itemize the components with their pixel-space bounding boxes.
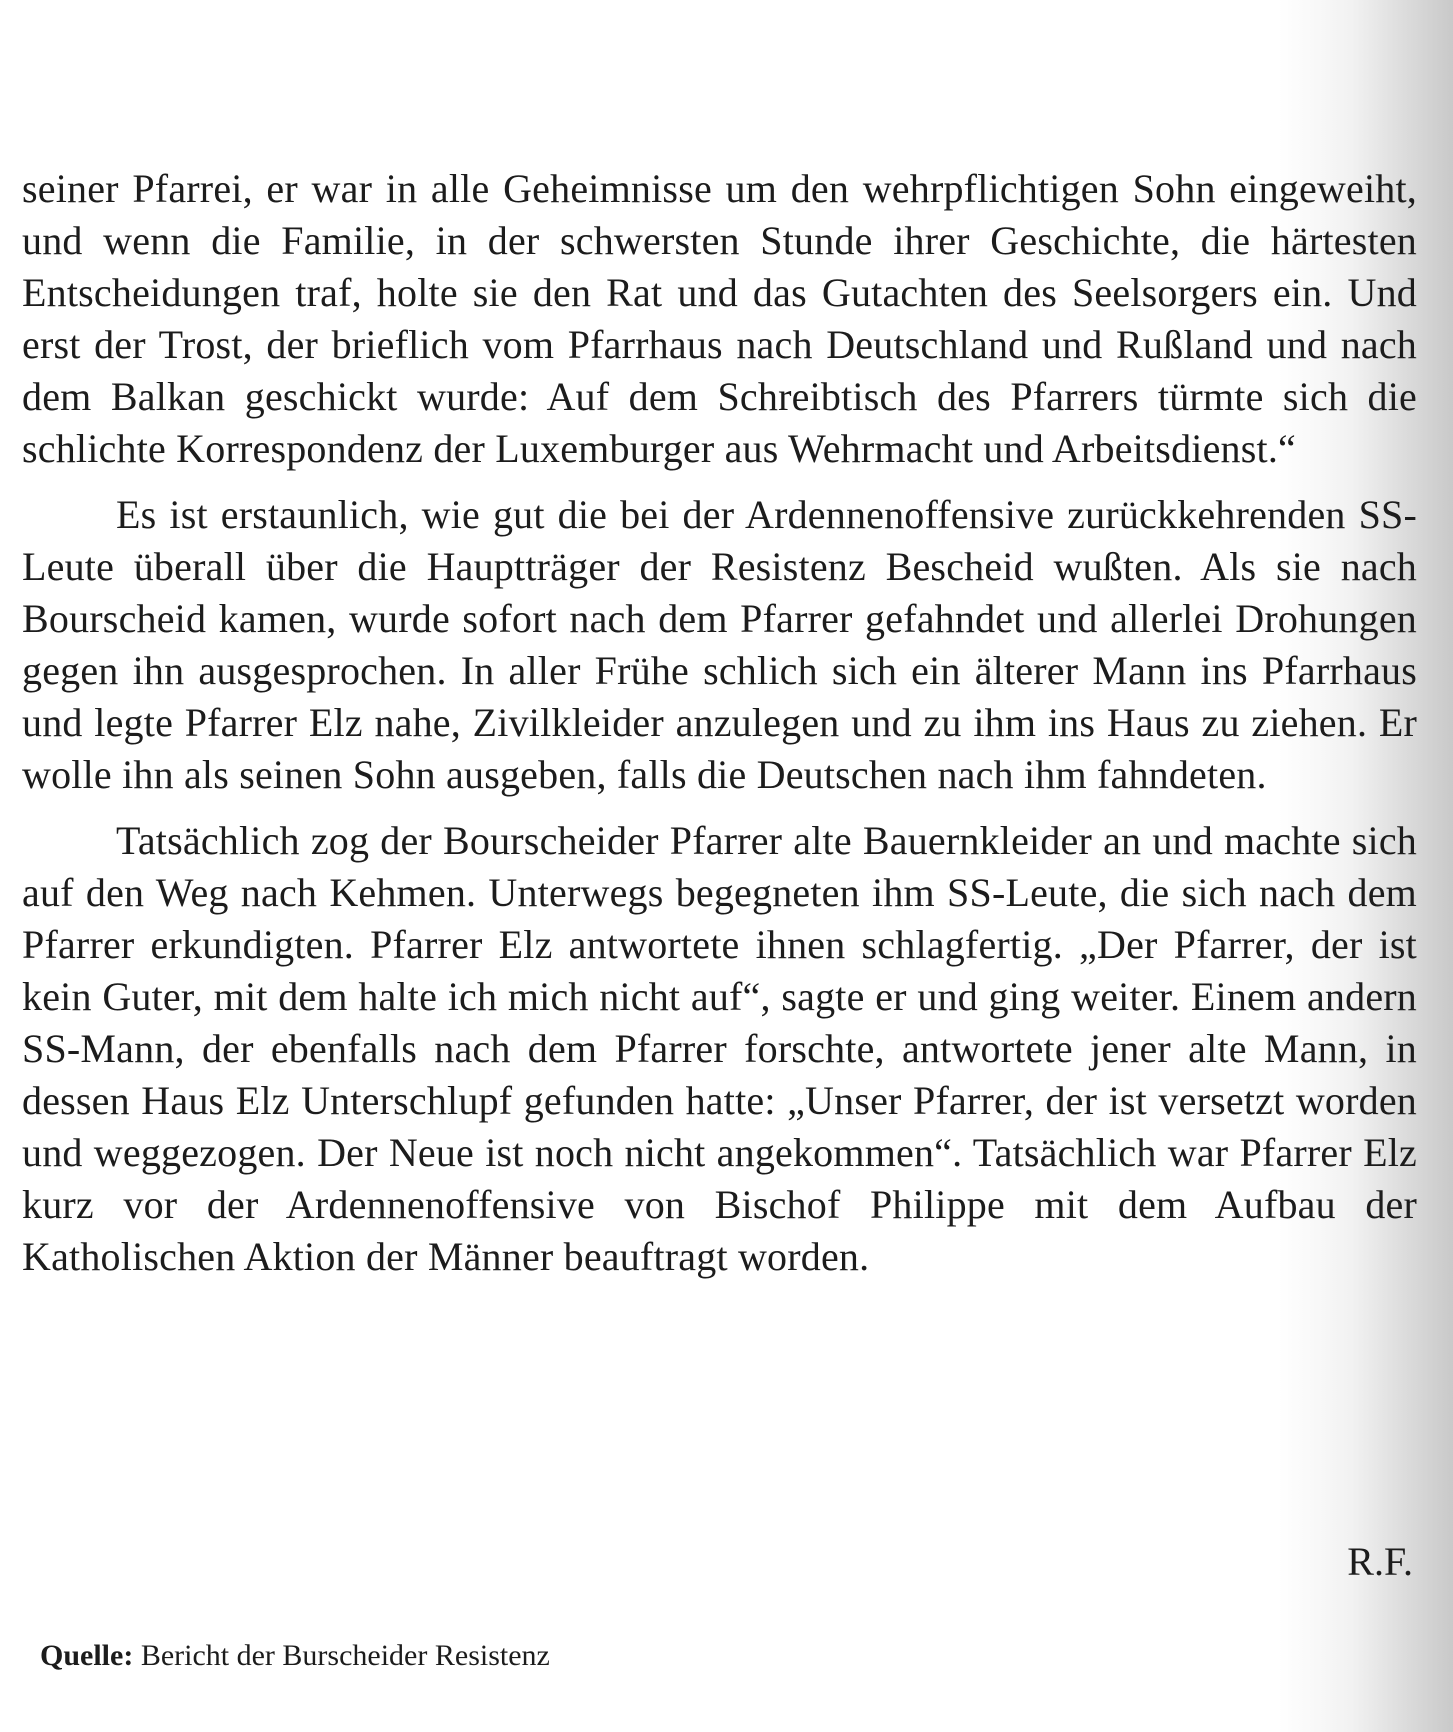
paragraph-1: seiner Pfarrei, er war in alle Geheimnisse um den wehrpflichtigen Sohn eingeweiht, und wenn die Familie, in der schwersten Stunde ihrer Geschichte, die härtesten Entscheidungen traf, holte sie den Rat und das Gutachten des Seelsorgers ein. Und erst der Trost, der brieflich vom Pfarrhaus nach Deutschland und Rußland und nach dem Balkan geschickt wurde: Auf dem Schreibtisch des Pfarrers türmte sich die schlichte Korrespondenz der Luxemburger aus Wehrmacht und Arbeitsdienst.“: [22, 166, 1417, 471]
body-text: [22, 163, 1417, 1283]
source-note: [40, 1636, 550, 1676]
author-initials: R.F.: [1347, 1539, 1413, 1584]
source-text: Bericht der Burscheider Resistenz: [133, 1639, 550, 1672]
source-label: Quelle:: [40, 1639, 134, 1672]
paragraph-2: Es ist erstaunlich, wie gut die bei der Ardennenoffensive zurückkehrenden SS-Leute überall über die Hauptträger der Resistenz Bescheid wußten. Als sie nach Bourscheid kamen, wurde sofort nach dem Pfarrer gefahndet und allerlei Drohungen gegen ihn ausgesprochen. In aller Frühe schlich sich ein älterer Mann ins Pfarrhaus und legte Pfarrer Elz nahe, Zivilkleider anzulegen und zu ihm ins Haus zu ziehen. Er wolle ihn als seinen Sohn ausgeben, falls die Deutschen nach ihm fahndeten.: [22, 492, 1417, 797]
paragraph-3: Tatsächlich zog der Bourscheider Pfarrer alte Bauernkleider an und machte sich auf den Weg nach Kehmen. Unterwegs begegneten ihm SS-Leute, die sich nach dem Pfarrer erkundigten. Pfarrer Elz antwortete ihnen schlagfertig. „Der Pfarrer, der ist kein Guter, mit dem halte ich mich nicht auf“, sagte er und ging weiter. Einem andern SS-Mann, der ebenfalls nach dem Pfarrer forschte, antwortete jener alte Mann, in dessen Haus Elz Unterschlupf gefunden hatte: „Unser Pfarrer, der ist versetzt worden und weggezogen. Der Neue ist noch nicht angekommen“. Tatsächlich war Pfarrer Elz kurz vor der Ardennenoffensive von Bischof Philippe mit dem Aufbau der Katholischen Aktion der Männer beauftragt worden.: [22, 818, 1417, 1279]
